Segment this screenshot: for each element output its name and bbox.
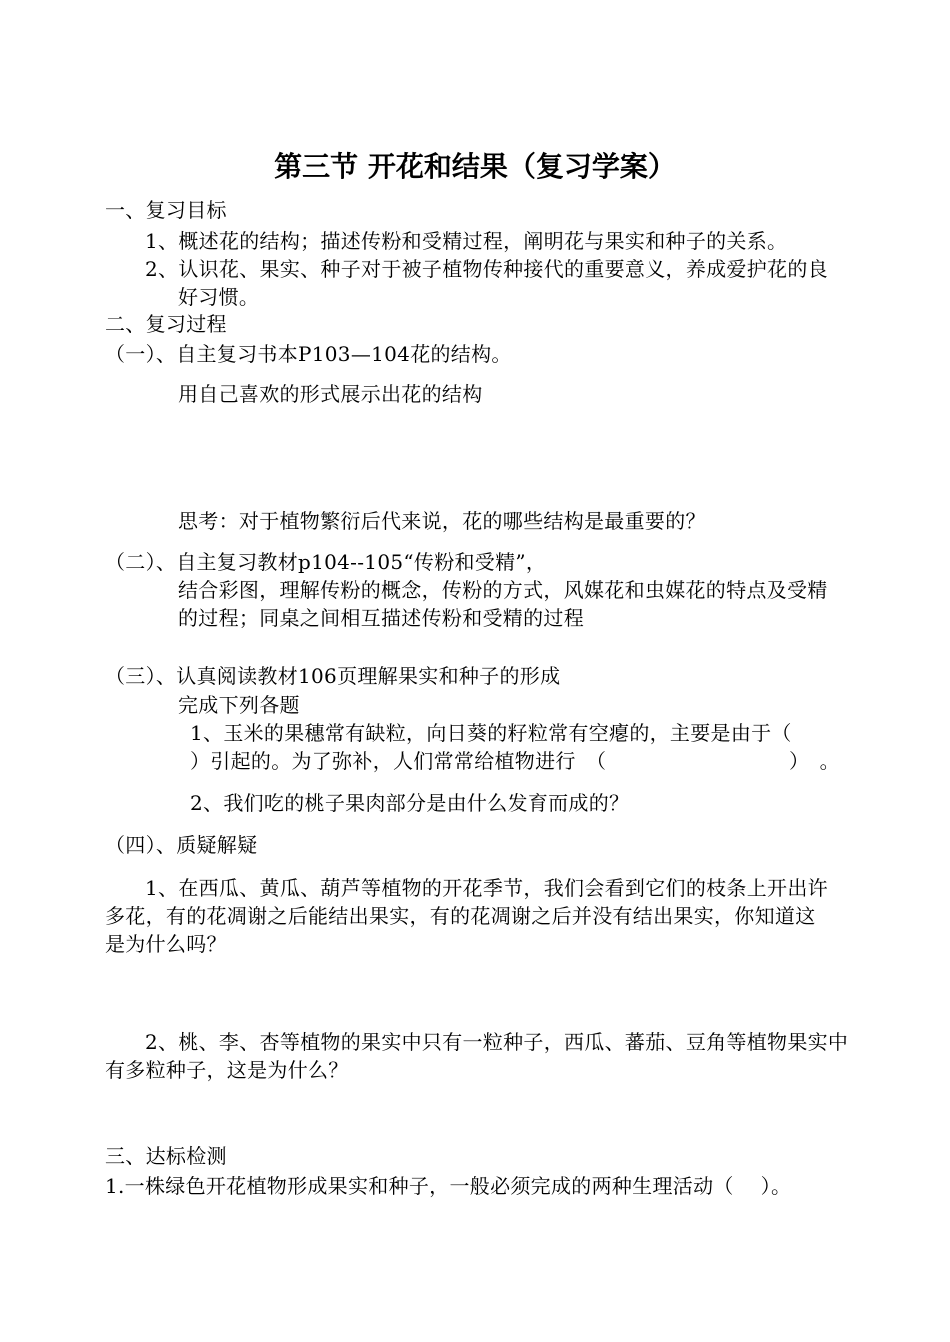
part-heading-1: （一）、自主复习书本P103—104花的结构。 bbox=[105, 342, 512, 366]
part-heading-2: （二）、自主复习教材p104--105“传粉和受精”， bbox=[105, 550, 547, 574]
part-4-question-1-line-2: 多花，有的花凋谢之后能结出果实，有的花凋谢之后并没有结出果实，你知道这 bbox=[105, 904, 816, 928]
part-heading-4: （四）、质疑解疑 bbox=[105, 833, 258, 857]
section-heading-goals: 一、复习目标 bbox=[105, 198, 227, 222]
section-heading-test: 三、达标检测 bbox=[105, 1144, 227, 1168]
section-heading-process: 二、复习过程 bbox=[105, 312, 227, 336]
part-4-question-2-line-1: 2、桃、李、杏等植物的果实中只有一粒种子，西瓜、蕃茄、豆角等植物果实中 bbox=[145, 1030, 849, 1054]
part-4-question-1-line-1: 1、在西瓜、黄瓜、葫芦等植物的开花季节，我们会看到它们的枝条上开出许 bbox=[145, 876, 828, 900]
goal-item-1: 1、概述花的结构；描述传粉和受精过程，阐明花与果实和种子的关系。 bbox=[145, 229, 788, 253]
part-3-question-2: 2、我们吃的桃子果肉部分是由什么发育而成的？ bbox=[190, 791, 630, 815]
part-1-think: 思考：对于植物繁衍后代来说，花的哪些结构是最重要的？ bbox=[178, 509, 706, 533]
goal-item-2-line-2: 好习惯。 bbox=[178, 285, 260, 309]
test-question-1: 1.一株绿色开花植物形成果实和种子，一般必须完成的两种生理活动（ ）。 bbox=[105, 1174, 792, 1198]
goal-item-2-line-1: 2、认识花、果实、种子对于被子植物传种接代的重要意义，养成爱护花的良 bbox=[145, 257, 828, 281]
part-4-question-1-line-3: 是为什么吗？ bbox=[105, 932, 227, 956]
part-3-question-1-line-1: 1、玉米的果穗常有缺粒，向日葵的籽粒常有空瘪的，主要是由于（ bbox=[190, 721, 792, 745]
part-2-line-1: 结合彩图，理解传粉的概念，传粉的方式，风媒花和虫媒花的特点及受精 bbox=[178, 578, 828, 602]
part-1-task: 用自己喜欢的形式展示出花的结构 bbox=[178, 382, 483, 406]
part-2-line-2: 的过程；同桌之间相互描述传粉和受精的过程 bbox=[178, 606, 584, 630]
part-heading-3: （三）、认真阅读教材106页理解果实和种子的形成 bbox=[105, 664, 561, 688]
part-3-question-1-line-2: ）引起的。为了弥补，人们常常给植物进行 （ ） 。 bbox=[190, 749, 840, 773]
part-4-question-2-line-2: 有多粒种子，这是为什么？ bbox=[105, 1058, 349, 1082]
part-3-intro: 完成下列各题 bbox=[178, 693, 300, 717]
document-title: 第三节 开花和结果（复习学案） bbox=[274, 150, 676, 183]
